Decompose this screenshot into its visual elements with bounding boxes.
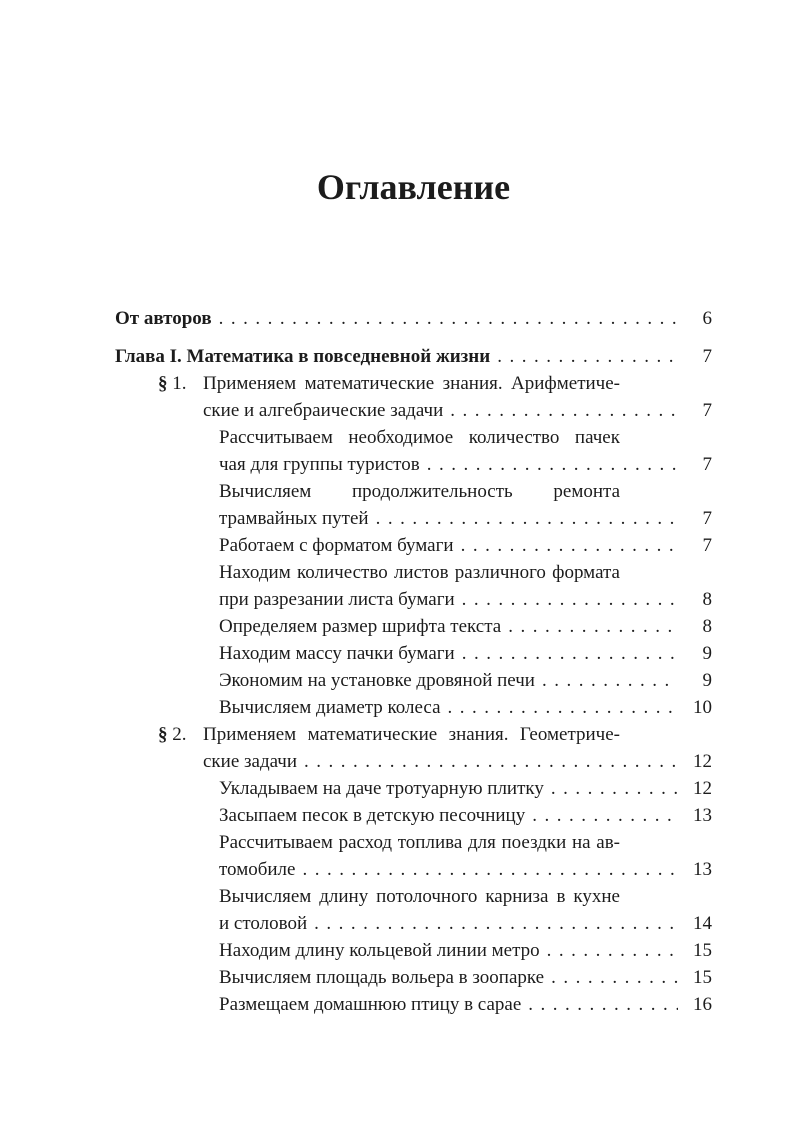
entry-text: Определяем размер шрифта текста: [219, 616, 502, 637]
toc-entry: [115, 305, 712, 332]
page-number: 14: [693, 913, 712, 934]
entry-text: Находим массу пачки бумаги: [219, 643, 455, 664]
page-number: 9: [702, 643, 712, 664]
entry-text: Размещаем домашнюю птицу в сарае: [219, 994, 522, 1015]
toc-entry: [115, 559, 712, 613]
entry-text: трамвайных путей: [219, 508, 369, 529]
toc-entry: [115, 370, 712, 424]
page-number: 13: [693, 805, 712, 826]
dot-leader: [297, 748, 678, 775]
dot-leader: [521, 991, 678, 1018]
toc-entry: [115, 964, 712, 991]
toc-entry: [115, 613, 712, 640]
entry-text: ские и алгебраические задачи: [203, 400, 444, 421]
dot-leader: [420, 451, 678, 478]
dot-leader: [441, 694, 678, 721]
toc-entry: [115, 424, 712, 478]
page-number: 9: [702, 670, 712, 691]
page-title: Оглавление: [316, 167, 511, 207]
dot-leader: [544, 964, 678, 991]
entry-text: Работаем с форматом бумаги: [219, 535, 454, 556]
toc-entry: [115, 343, 712, 370]
entry-line-justified: Вычисляем длину потолочного карниза в кухне: [219, 886, 620, 907]
toc-entry: [115, 802, 712, 829]
toc-entry: [115, 694, 712, 721]
entry-line-justified: Применяем математические знания. Геометриче-: [203, 724, 620, 745]
page-number: 6: [702, 308, 712, 329]
entry-line-justified: Вычисляем продолжительность ремонта: [219, 481, 620, 502]
toc-entry: [115, 640, 712, 667]
section-marker: § 1.: [158, 373, 187, 394]
dot-leader: [455, 640, 678, 667]
entry-text: Находим длину кольцевой линии метро: [219, 940, 540, 961]
page-number: 10: [693, 697, 712, 718]
dot-leader: [307, 910, 678, 937]
page-number: 13: [693, 859, 712, 880]
page-number: 15: [693, 940, 712, 961]
toc-entry: [115, 478, 712, 532]
entry-text: От авторов: [115, 308, 212, 329]
dot-leader: [490, 343, 678, 370]
entry-text: Экономим на установке дровяной печи: [219, 670, 535, 691]
dot-leader: [454, 532, 678, 559]
entry-text: чая для группы туристов: [219, 454, 420, 475]
toc-entry: [115, 829, 712, 883]
page-number: 12: [693, 778, 712, 799]
entry-line-leader: [219, 910, 712, 937]
dot-leader: [212, 305, 678, 332]
toc-entry: [115, 667, 712, 694]
toc-list: [115, 305, 712, 1018]
entry-line-justified: Рассчитываем расход топлива для поездки на ав-: [219, 832, 620, 853]
entry-line-leader: [219, 532, 712, 559]
page-number: 7: [702, 454, 712, 475]
dot-leader: [535, 667, 678, 694]
page-number: 8: [702, 616, 712, 637]
entry-line-justified: Находим количество листов различного формата: [219, 562, 620, 583]
section-marker: § 2.: [158, 724, 187, 745]
entry-text: томобиле: [219, 859, 296, 880]
entry-line-leader: [219, 991, 712, 1018]
dot-leader: [544, 775, 678, 802]
entry-line-leader: [219, 856, 712, 883]
page-number: 7: [702, 346, 712, 367]
page-number: 8: [702, 589, 712, 610]
entry-line-leader: [219, 586, 712, 613]
dot-leader: [525, 802, 678, 829]
entry-line-leader: [203, 748, 712, 775]
page-number: 12: [693, 751, 712, 772]
entry-line-justified: Применяем математические знания. Арифметиче-: [203, 373, 620, 394]
entry-line-leader: [219, 802, 712, 829]
dot-leader: [455, 586, 678, 613]
entry-line-leader: [219, 694, 712, 721]
entry-text: Вычисляем площадь вольера в зоопарке: [219, 967, 545, 988]
dot-leader: [369, 505, 678, 532]
entry-text: при разрезании листа бумаги: [219, 589, 455, 610]
page-number: 7: [702, 535, 712, 556]
page-number: 7: [702, 508, 712, 529]
entry-line-leader: [219, 667, 712, 694]
toc-entry: [115, 883, 712, 937]
dot-leader: [501, 613, 678, 640]
entry-line-leader: [219, 775, 712, 802]
entry-text: ские задачи: [203, 751, 298, 772]
entry-line-leader: [219, 640, 712, 667]
entry-line-leader: [219, 964, 712, 991]
toc-entry: [115, 775, 712, 802]
dot-leader: [443, 397, 678, 424]
entry-line-leader: [219, 937, 712, 964]
entry-line-leader: [219, 613, 712, 640]
toc-entry: [115, 532, 712, 559]
page-number: 7: [702, 400, 712, 421]
entry-text: Вычисляем диаметр колеса: [219, 697, 441, 718]
entry-line-leader: [115, 343, 712, 370]
entry-line-leader: [219, 451, 712, 478]
entry-line-leader: [115, 305, 712, 332]
entry-text: и столовой: [219, 913, 308, 934]
dot-leader: [295, 856, 678, 883]
toc-entry: [115, 937, 712, 964]
dot-leader: [540, 937, 678, 964]
section-sign-icon: §: [158, 724, 168, 745]
entry-line-leader: [203, 397, 712, 424]
entry-text: Глава I. Математика в повседневной жизни: [115, 346, 491, 367]
section-sign-icon: §: [158, 373, 168, 394]
toc-entry: [115, 721, 712, 775]
entry-line-justified: Рассчитываем необходимое количество пачек: [219, 427, 620, 448]
entry-text: Засыпаем песок в детскую песочницу: [219, 805, 526, 826]
page-number: 16: [693, 994, 712, 1015]
entry-line-leader: [219, 505, 712, 532]
page-number: 15: [693, 967, 712, 988]
toc-entry: [115, 991, 712, 1018]
entry-text: Укладываем на даче тротуарную плитку: [219, 778, 544, 799]
